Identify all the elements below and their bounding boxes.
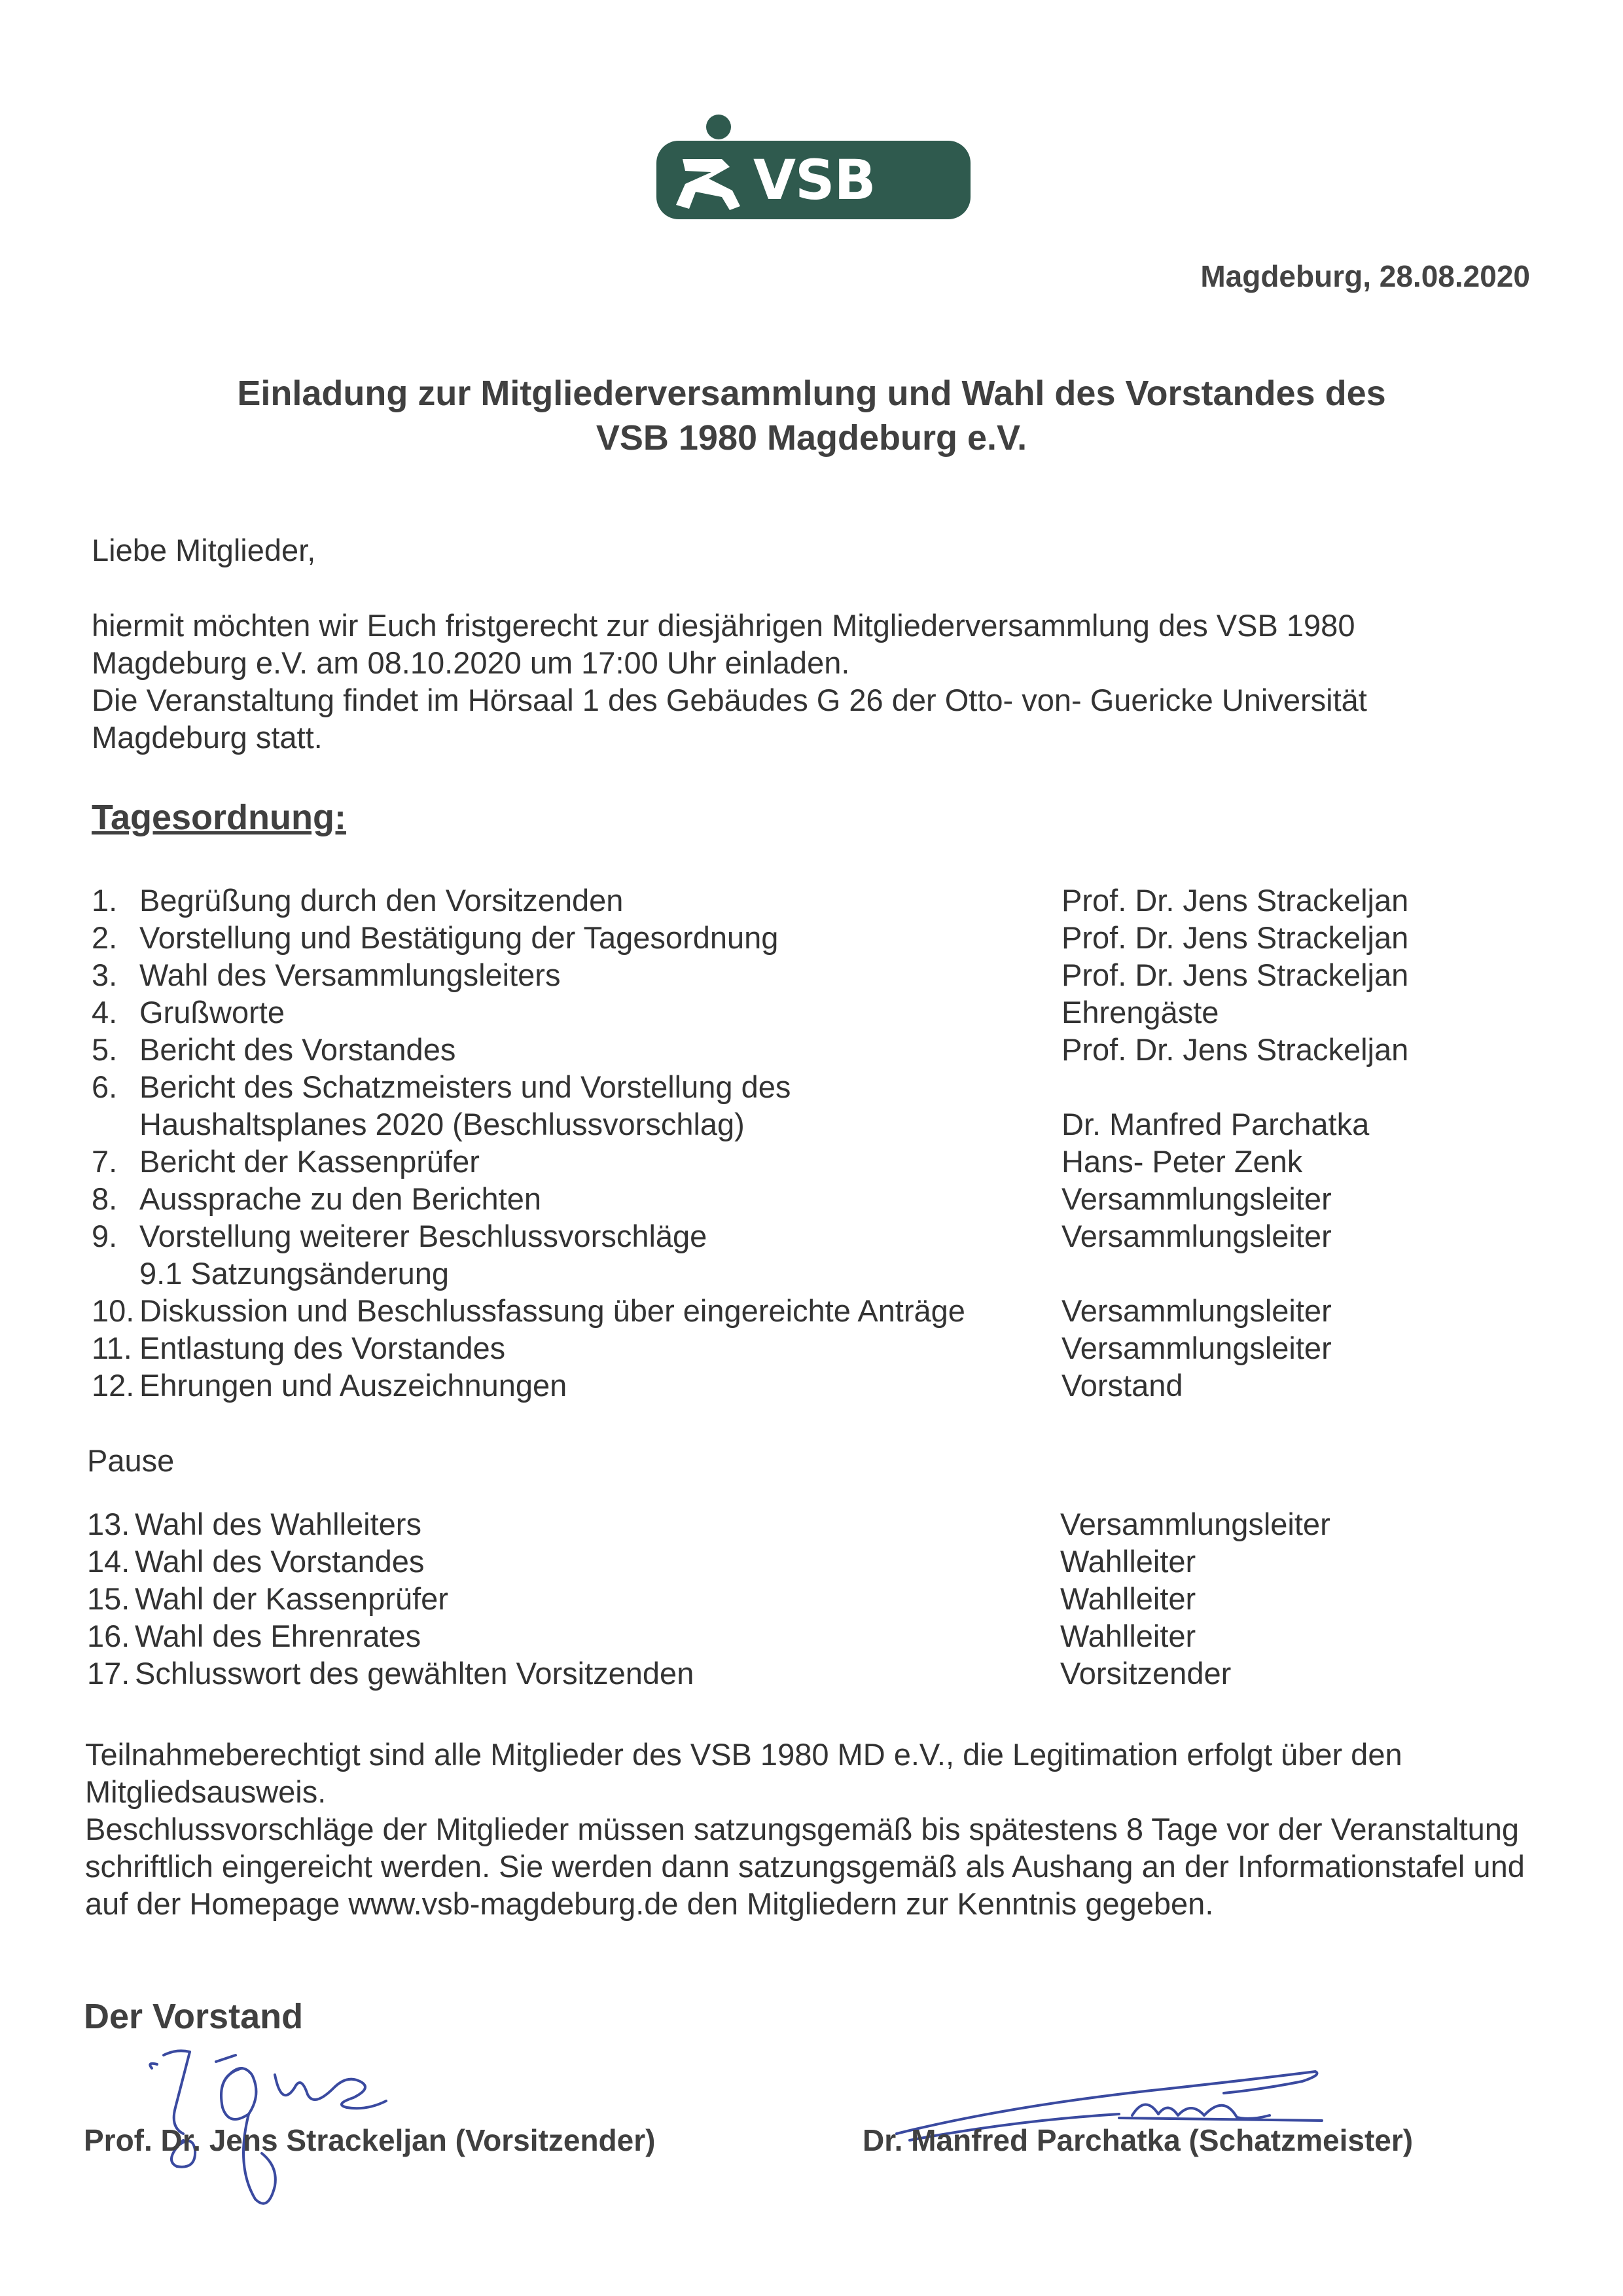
- agenda-item-responsible: Wahlleiter: [1060, 1581, 1196, 1616]
- agenda-item-label: Bericht der Kassenprüfer: [139, 1144, 480, 1179]
- logo-figure-head: [706, 115, 731, 139]
- agenda-item-responsible: Versammlungsleiter: [1061, 1331, 1332, 1365]
- agenda-item-number: 3.: [92, 958, 118, 992]
- agenda-item-responsible: Hans- Peter Zenk: [1061, 1144, 1303, 1179]
- agenda-item-label-continued: Haushaltsplanes 2020 (Beschlussvorschlag): [139, 1107, 745, 1141]
- agenda-item-responsible: Wahlleiter: [1060, 1619, 1196, 1653]
- agenda-item-number: 14.: [87, 1544, 130, 1579]
- agenda-item-label: Entlastung des Vorstandes: [139, 1331, 506, 1365]
- intro-line: Die Veranstaltung findet im Hörsaal 1 des Gebäudes G 26 der Otto- von- Guericke Universität: [92, 683, 1367, 717]
- agenda-item-number: 12.: [92, 1368, 135, 1403]
- letter-title-line-1: Einladung zur Mitgliederversammlung und Wahl des Vorstandes des: [237, 374, 1386, 413]
- agenda-item-number: 8.: [92, 1181, 118, 1216]
- agenda-item-label: Wahl des Versammlungsleiters: [139, 958, 561, 992]
- agenda-item-responsible: Prof. Dr. Jens Strackeljan: [1061, 1032, 1409, 1067]
- agenda-heading: Tagesordnung:: [92, 798, 346, 837]
- letter-date: Magdeburg, 28.08.2020: [1200, 259, 1530, 293]
- notice-paragraph: Teilnahmeberechtigt sind alle Mitglieder des VSB 1980 MD e.V., die Legitimation erfolgt über den Mitgliedsausweis.: [85, 1737, 1402, 1809]
- agenda-item-number: 9.: [92, 1219, 118, 1253]
- notice-text: [85, 1736, 1558, 1922]
- notice-paragraph: Beschlussvorschläge der Mitglieder müssen satzungsgemäß bis spätestens 8 Tage vor der Veranstaltung schriftlich eingereicht werden. Sie werden dann satzungsgemäß als Aushang an der Informationstafel und auf der Homepage www.vsb-magdeburg.de den Mitgliedern zur Kenntnis gegeben.: [85, 1812, 1525, 1921]
- agenda-item-number: 15.: [87, 1581, 130, 1616]
- letter-title-line-2: VSB 1980 Magdeburg e.V.: [596, 418, 1027, 457]
- agenda-item-sub-label: 9.1 Satzungsänderung: [139, 1256, 449, 1291]
- running-figure-icon: [669, 152, 755, 215]
- agenda-item-label: Grußworte: [139, 995, 285, 1030]
- agenda-item-label: Wahl der Kassenprüfer: [135, 1581, 448, 1616]
- agenda-item-label: Bericht des Vorstandes: [139, 1032, 456, 1067]
- agenda-item-number: 11.: [92, 1331, 132, 1365]
- agenda-item-label: Vorstellung und Bestätigung der Tagesordnung: [139, 920, 779, 955]
- board-label: Der Vorstand: [84, 1997, 304, 2036]
- agenda-item-number: 10.: [92, 1293, 135, 1328]
- agenda-item-label: Aussprache zu den Berichten: [139, 1181, 541, 1216]
- agenda-item-number: 5.: [92, 1032, 118, 1067]
- agenda-item-number: 13.: [87, 1507, 130, 1541]
- agenda-item-responsible: Prof. Dr. Jens Strackeljan: [1061, 883, 1409, 918]
- agenda-item-responsible: Prof. Dr. Jens Strackeljan: [1061, 958, 1409, 992]
- agenda-item-responsible: Vorsitzender: [1060, 1656, 1232, 1691]
- agenda-item-responsible: Prof. Dr. Jens Strackeljan: [1061, 920, 1409, 955]
- agenda-item-responsible: Dr. Manfred Parchatka: [1061, 1107, 1370, 1141]
- agenda-item-responsible: Wahlleiter: [1060, 1544, 1196, 1579]
- vsb-logo: [656, 115, 971, 280]
- agenda-item-label: Wahl des Ehrenrates: [135, 1619, 421, 1653]
- agenda-item-label: Vorstellung weiterer Beschlussvorschläge: [139, 1219, 707, 1253]
- agenda-item-label: Wahl des Vorstandes: [135, 1544, 425, 1579]
- agenda-item-responsible: Ehrengäste: [1061, 995, 1219, 1030]
- agenda-item-number: 2.: [92, 920, 118, 955]
- agenda-item-responsible: Vorstand: [1061, 1368, 1183, 1403]
- agenda-item-label: Wahl des Wahlleiters: [135, 1507, 421, 1541]
- agenda-item-label: Bericht des Schatzmeisters und Vorstellung des: [139, 1069, 791, 1104]
- agenda-item-number: 1.: [92, 883, 118, 918]
- pause-label: Pause: [87, 1443, 175, 1478]
- intro-line: Magdeburg e.V. am 08.10.2020 um 17:00 Uhr einladen.: [92, 645, 850, 680]
- agenda-item-responsible: Versammlungsleiter: [1061, 1181, 1332, 1216]
- agenda-item-number: 16.: [87, 1619, 130, 1653]
- salutation: Liebe Mitglieder,: [92, 533, 316, 567]
- agenda-item-number: 7.: [92, 1144, 118, 1179]
- logo-text: VSB 1980: [753, 148, 904, 280]
- agenda-item-label: Ehrungen und Auszeichnungen: [139, 1368, 567, 1403]
- signatory-name: Dr. Manfred Parchatka (Schatzmeister): [863, 2123, 1414, 2157]
- agenda-item-responsible: Versammlungsleiter: [1061, 1219, 1332, 1253]
- agenda-item-number: 6.: [92, 1069, 118, 1104]
- agenda-item-responsible: Versammlungsleiter: [1060, 1507, 1330, 1541]
- agenda-item-responsible: Versammlungsleiter: [1061, 1293, 1332, 1328]
- agenda-item-number: 17.: [87, 1656, 130, 1691]
- signatory-name: Prof. Dr. Jens Strackeljan (Vorsitzender): [84, 2123, 656, 2157]
- intro-line: hiermit möchten wir Euch fristgerecht zur diesjährigen Mitgliederversammlung des VSB 1980: [92, 608, 1355, 643]
- agenda-item-label: Begrüßung durch den Vorsitzenden: [139, 883, 624, 918]
- intro-line: Magdeburg statt.: [92, 720, 323, 755]
- agenda-item-number: 4.: [92, 995, 118, 1030]
- agenda-item-label: Diskussion und Beschlussfassung über eingereichte Anträge: [139, 1293, 965, 1328]
- agenda-item-label: Schlusswort des gewählten Vorsitzenden: [135, 1656, 694, 1691]
